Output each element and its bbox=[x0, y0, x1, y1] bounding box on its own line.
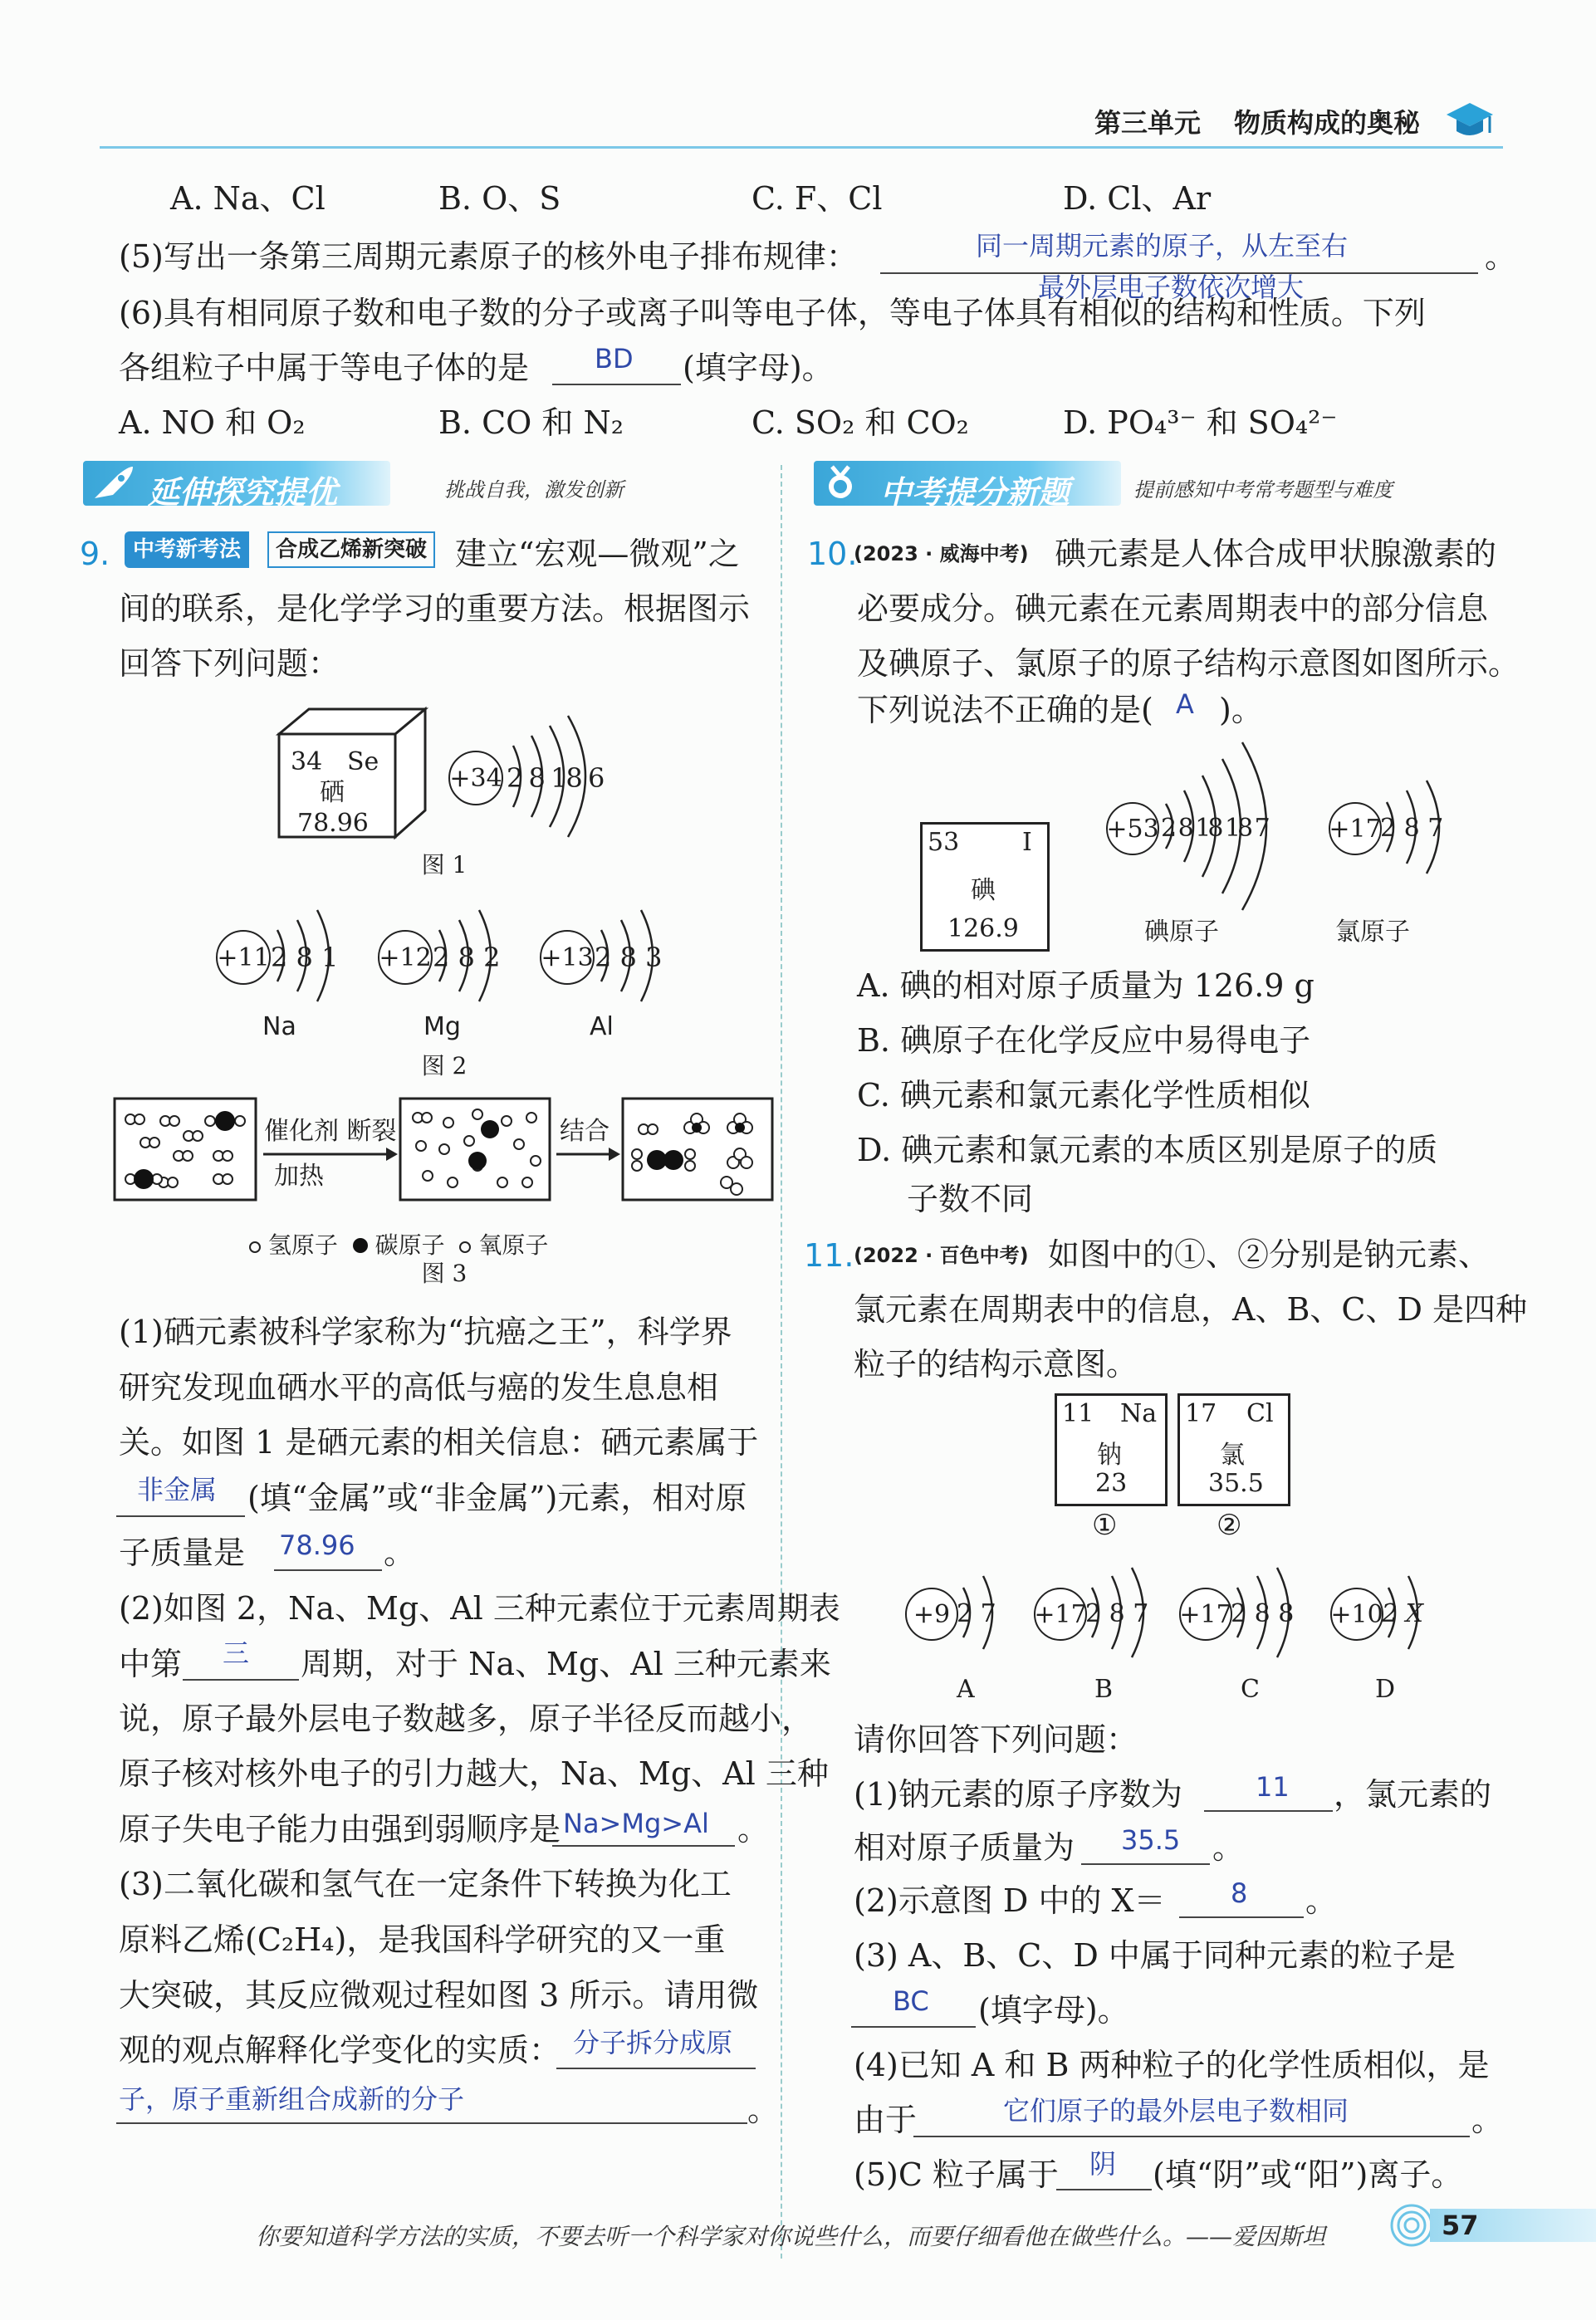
na-nucleus: +11 bbox=[216, 930, 271, 985]
q9-p1-5: 子质量是 bbox=[119, 1534, 246, 1571]
legend-oxygen: 氧原子 bbox=[478, 1231, 549, 1259]
iodine-shells: 2 8 18 18 7 bbox=[1161, 814, 1267, 843]
q9-p2-4: 说，原子最外层电子数越多，原子半径反而越小， bbox=[119, 1701, 814, 1737]
particle-c-shells: 2 8 8 bbox=[1231, 1599, 1295, 1628]
page-number: 57 bbox=[1442, 2210, 1479, 2241]
q11-s2-2: 。 bbox=[1305, 1882, 1338, 1919]
q9-a3b-line bbox=[116, 2122, 747, 2124]
q9-p2-5: 原子核对核外电子的引力越大，Na、Mg、Al 三种 bbox=[119, 1755, 829, 1792]
reaction-diagram bbox=[112, 1096, 776, 1212]
q9-a3: 分子拆分成原 bbox=[573, 2027, 733, 2058]
q10-option-a: A. 碘的相对原子质量为 126.9 g bbox=[857, 967, 1314, 1004]
prev-option-d: D. Cl、Ar bbox=[1063, 180, 1212, 217]
q9-a3b: 子，原子重新组合成新的分子 bbox=[119, 2083, 465, 2115]
particle-a-shells: 2 7 bbox=[957, 1599, 996, 1628]
particle-a-nucleus: +9 bbox=[905, 1588, 958, 1641]
particle-c-nucleus: +17 bbox=[1179, 1588, 1232, 1641]
particle-d-shells: 2 X bbox=[1382, 1599, 1423, 1628]
q10-option-d: D. 碘元素和氯元素的本质区别是原子的质 bbox=[857, 1132, 1438, 1168]
particle-b-nucleus: +17 bbox=[1034, 1588, 1087, 1641]
sodium-symbol: Na bbox=[1120, 1399, 1158, 1428]
mg-shells: 2 8 2 bbox=[433, 942, 501, 973]
section-subtitle-right: 提前感知中考常考题型与难度 bbox=[1133, 478, 1393, 502]
q5-text: (5)写出一条第三周期元素原子的核外电子排布规律： bbox=[119, 238, 858, 275]
carbon-legend-icon bbox=[353, 1238, 368, 1253]
prev-option-b: B. O、S bbox=[438, 180, 561, 217]
se-nucleus: +34 bbox=[448, 751, 503, 805]
q9-a1b: 78.96 bbox=[279, 1530, 355, 1561]
q9-stem-3: 回答下列问题： bbox=[119, 645, 340, 682]
se-name: 硒 bbox=[320, 778, 345, 807]
chlorine-cell bbox=[1177, 1393, 1290, 1506]
q11-a1: 11 bbox=[1256, 1771, 1290, 1803]
na-label: Na bbox=[262, 1012, 296, 1041]
q9-stem-1: 建立“宏观—微观”之 bbox=[455, 536, 740, 572]
iodine-name: 碘 bbox=[971, 876, 996, 905]
q11-a4-line bbox=[913, 2136, 1470, 2137]
particle-b-shells: 2 8 7 bbox=[1085, 1599, 1149, 1628]
fig3-caption: 图 3 bbox=[421, 1260, 468, 1287]
section-subtitle-left: 挑战自我，激发创新 bbox=[444, 478, 624, 502]
q10-option-b: B. 碘原子在化学反应中易得电子 bbox=[857, 1022, 1311, 1059]
q9-a1-line bbox=[116, 1515, 245, 1517]
medal-icon bbox=[822, 463, 859, 503]
q11-a2: 8 bbox=[1231, 1877, 1248, 1909]
particle-c-label: C bbox=[1241, 1675, 1260, 1704]
q9-p2-6: 原子失电子能力由强到弱顺序是 bbox=[119, 1811, 561, 1848]
q11-number: 11. bbox=[804, 1237, 854, 1274]
q9-p1-3: 关。如图 1 是硒元素的相关信息：硒元素属于 bbox=[119, 1424, 759, 1461]
rocket-icon bbox=[90, 463, 136, 503]
q11-a3: BC bbox=[893, 1985, 929, 2017]
particle-d-nucleus: +10 bbox=[1330, 1588, 1383, 1641]
q9-a3-line bbox=[556, 2068, 756, 2069]
unit-title: 物质构成的奥秘 bbox=[1234, 107, 1421, 139]
q9-p2-2: 中第 bbox=[119, 1646, 183, 1682]
q5-end: 。 bbox=[1485, 238, 1517, 275]
sodium-cell-mark: ① bbox=[1092, 1509, 1118, 1542]
section-title-right: 中考提分新题 bbox=[880, 474, 1070, 511]
q9-a2-line bbox=[183, 1679, 299, 1681]
sodium-mass: 23 bbox=[1095, 1469, 1128, 1498]
q6-option-c: C. SO₂ 和 CO₂ bbox=[751, 404, 969, 441]
q9-p1-4: (填“金属”或“非金属”)元素，相对原 bbox=[247, 1480, 747, 1516]
q9-p1-1: (1)硒元素被科学家称为“抗癌之王”，科学界 bbox=[119, 1314, 732, 1350]
q9-tag: 中考新考法 bbox=[125, 531, 249, 568]
q11-stem-3: 粒子的结构示意图。 bbox=[854, 1346, 1138, 1383]
particle-d-label: D bbox=[1375, 1675, 1396, 1704]
na-shells: 2 8 1 bbox=[271, 942, 339, 973]
q6-text-1: (6)具有相同原子数和电子数的分子或离子叫等电子体，等电子体具有相似的结构和性质。下列 bbox=[119, 295, 1426, 331]
iodine-mass: 126.9 bbox=[947, 914, 1019, 943]
q11-a1b: 35.5 bbox=[1121, 1824, 1181, 1856]
hydrogen-legend-icon bbox=[249, 1241, 261, 1253]
q9-p1-6: 。 bbox=[384, 1534, 416, 1571]
particle-b-label: B bbox=[1094, 1675, 1114, 1704]
q11-a1b-line bbox=[1081, 1863, 1210, 1865]
q6-answer: BD bbox=[595, 343, 634, 374]
sodium-cell bbox=[1055, 1393, 1168, 1506]
iodine-number: 53 bbox=[928, 828, 960, 857]
chlorine-symbol: Cl bbox=[1246, 1399, 1274, 1428]
q9-p2-7: 。 bbox=[737, 1811, 770, 1848]
section-title-left: 延伸探究提优 bbox=[148, 474, 338, 511]
q9-a2: 三 bbox=[223, 1637, 250, 1669]
q11-s3-2: (填字母)。 bbox=[978, 1992, 1129, 2029]
fig3-step2: 结合 bbox=[560, 1117, 610, 1146]
iodine-nucleus: +53 bbox=[1106, 802, 1159, 855]
q9-p3-4: 观的观点解释化学变化的实质： bbox=[119, 2032, 561, 2068]
chlorine-nucleus: +17 bbox=[1329, 802, 1382, 855]
q11-stem-2: 氯元素在周期表中的信息，A、B、C、D 是四种 bbox=[854, 1291, 1527, 1328]
q11-s2-1: (2)示意图 D 中的 X＝ bbox=[854, 1882, 1166, 1919]
q9-tag2: 合成乙烯新突破 bbox=[267, 531, 435, 568]
q5-answer-2: 最外层电子数依次增大 bbox=[1038, 272, 1305, 303]
mg-nucleus: +12 bbox=[378, 930, 433, 985]
q9-a2b: Na>Mg>Al bbox=[563, 1808, 709, 1839]
column-divider bbox=[781, 465, 782, 2259]
sodium-name: 钠 bbox=[1097, 1441, 1122, 1470]
q10-answer: A bbox=[1176, 688, 1194, 720]
legend-hydrogen: 氢原子 bbox=[267, 1231, 338, 1259]
chlorine-mass: 35.5 bbox=[1208, 1469, 1264, 1498]
se-symbol: Se bbox=[347, 747, 379, 776]
header-rule bbox=[100, 146, 1503, 149]
q10-source: (2023 · 威海中考) bbox=[854, 542, 1029, 565]
chlorine-number: 17 bbox=[1185, 1399, 1217, 1428]
q9-p2-1: (2)如图 2，Na、Mg、Al 三种元素位于元素周期表 bbox=[119, 1590, 840, 1627]
q11-s1-3: 相对原子质量为 bbox=[854, 1829, 1075, 1866]
unit-label: 第三单元 bbox=[1094, 107, 1202, 139]
fingerprint-icon bbox=[1388, 2202, 1435, 2249]
q11-s1-4: 。 bbox=[1212, 1829, 1245, 1866]
q11-a4: 它们原子的最外层电子数相同 bbox=[1003, 2095, 1349, 2127]
fig3-step1b: 加热 bbox=[274, 1162, 324, 1191]
q6-option-b: B. CO 和 N₂ bbox=[438, 404, 624, 441]
chlorine-name: 氯 bbox=[1220, 1441, 1245, 1470]
chlorine-label: 氯原子 bbox=[1335, 918, 1410, 947]
q9-number: 9. bbox=[80, 536, 110, 572]
q10-number: 10. bbox=[807, 536, 858, 572]
q9-a1: 非金属 bbox=[137, 1474, 218, 1505]
prev-option-c: C. F、Cl bbox=[751, 180, 883, 217]
fig2-caption: 图 2 bbox=[421, 1052, 468, 1079]
q10-stem-3: 及碘原子、氯原子的原子结构示意图如图所示。 bbox=[857, 645, 1520, 682]
q11-s5-1: (5)C 粒子属于 bbox=[854, 2156, 1059, 2193]
footer-quote: 你要知道科学方法的实质，不要去听一个科学家对你说些什么，而要仔细看他在做些什么。——爱因斯坦 bbox=[256, 2223, 1326, 2250]
sodium-number: 11 bbox=[1062, 1399, 1094, 1428]
q11-a2-line bbox=[1179, 1916, 1304, 1918]
se-shells: 2 8 18 6 bbox=[507, 762, 604, 794]
q11-s4-2: 由于 bbox=[854, 2102, 918, 2138]
al-label: Al bbox=[590, 1012, 614, 1041]
q11-intro: 请你回答下列问题： bbox=[854, 1721, 1138, 1758]
q11-stem-1: 如图中的①、②分别是钠元素、 bbox=[1048, 1236, 1491, 1273]
fig3-legend bbox=[249, 1227, 548, 1260]
se-mass: 78.96 bbox=[297, 809, 369, 838]
q6-option-a: A. NO 和 O₂ bbox=[119, 404, 306, 441]
q11-a5: 阴 bbox=[1089, 2148, 1117, 2180]
q11-s3-1: (3) A、B、C、D 中属于同种元素的粒子是 bbox=[854, 1937, 1456, 1974]
iodine-cell bbox=[920, 822, 1050, 952]
graduation-cap-icon bbox=[1445, 98, 1495, 144]
q11-s5-2: (填“阴”或“阳”)离子。 bbox=[1153, 2156, 1463, 2193]
q10-option-c: C. 碘元素和氯元素化学性质相似 bbox=[857, 1077, 1310, 1114]
legend-carbon: 碳原子 bbox=[375, 1231, 445, 1259]
q9-a2b-line bbox=[552, 1845, 735, 1847]
q11-a5-line bbox=[1056, 2189, 1152, 2190]
q9-a1b-line bbox=[274, 1569, 382, 1571]
q11-source: (2022 · 百色中考) bbox=[854, 1244, 1029, 1267]
q10-stem-4: 下列说法不正确的是( bbox=[857, 692, 1153, 728]
q6-option-d: D. PO₄³⁻ 和 SO₄²⁻ bbox=[1063, 404, 1338, 441]
q9-p3-1: (3)二氧化碳和氢气在一定条件下转换为化工 bbox=[119, 1866, 732, 1902]
q11-a3-line bbox=[851, 2026, 976, 2028]
q5-answer-1: 同一周期元素的原子，从左至右 bbox=[976, 230, 1349, 262]
q10-stem-5: )。 bbox=[1219, 692, 1263, 728]
q11-s1-1: (1)钠元素的原子序数为 bbox=[854, 1776, 1182, 1813]
particle-a-label: A bbox=[957, 1675, 975, 1704]
q9-p3-2: 原料乙烯(C₂H₄)，是我国科学研究的又一重 bbox=[119, 1921, 726, 1958]
q6-text-2a: 各组粒子中属于等电子体的是 bbox=[119, 350, 530, 386]
oxygen-legend-icon bbox=[459, 1241, 471, 1253]
q6-text-2b: (填字母)。 bbox=[683, 350, 834, 386]
q9-p3-3: 大突破，其反应微观过程如图 3 所示。请用微 bbox=[119, 1977, 759, 2014]
q9-p3-5: 。 bbox=[747, 2092, 780, 2128]
q9-p2-3: 周期，对于 Na、Mg、Al 三种元素来 bbox=[301, 1646, 831, 1682]
q6-answer-line bbox=[552, 384, 681, 385]
q9-stem-2: 间的联系，是化学学习的重要方法。根据图示 bbox=[119, 590, 751, 627]
q10-stem-1: 碘元素是人体合成甲状腺激素的 bbox=[1055, 536, 1497, 572]
se-number: 34 bbox=[291, 747, 323, 776]
mg-label: Mg bbox=[423, 1012, 461, 1041]
q10-stem-2: 必要成分。碘元素在元素周期表中的部分信息 bbox=[857, 590, 1489, 627]
fig3-step1: 催化剂 断裂 bbox=[264, 1117, 397, 1146]
iodine-symbol: I bbox=[1022, 828, 1032, 857]
al-shells: 2 8 3 bbox=[595, 942, 663, 973]
chlorine-cell-mark: ② bbox=[1217, 1509, 1242, 1542]
q10-option-d-cont: 子数不同 bbox=[907, 1181, 1034, 1217]
fig1-caption: 图 1 bbox=[421, 851, 468, 879]
chlorine-shells: 2 8 7 bbox=[1380, 814, 1444, 843]
q11-s4-3: 。 bbox=[1471, 2102, 1504, 2138]
iodine-label: 碘原子 bbox=[1144, 918, 1219, 947]
prev-option-a: A. Na、Cl bbox=[170, 180, 326, 217]
q11-s1-2: ，氯元素的 bbox=[1334, 1776, 1492, 1813]
q11-a1-line bbox=[1204, 1810, 1333, 1812]
al-nucleus: +13 bbox=[540, 930, 595, 985]
q9-p1-2: 研究发现血硒水平的高低与癌的发生息息相 bbox=[119, 1369, 719, 1406]
q11-s4-1: (4)已知 A 和 B 两种粒子的化学性质相似，是 bbox=[854, 2047, 1490, 2083]
